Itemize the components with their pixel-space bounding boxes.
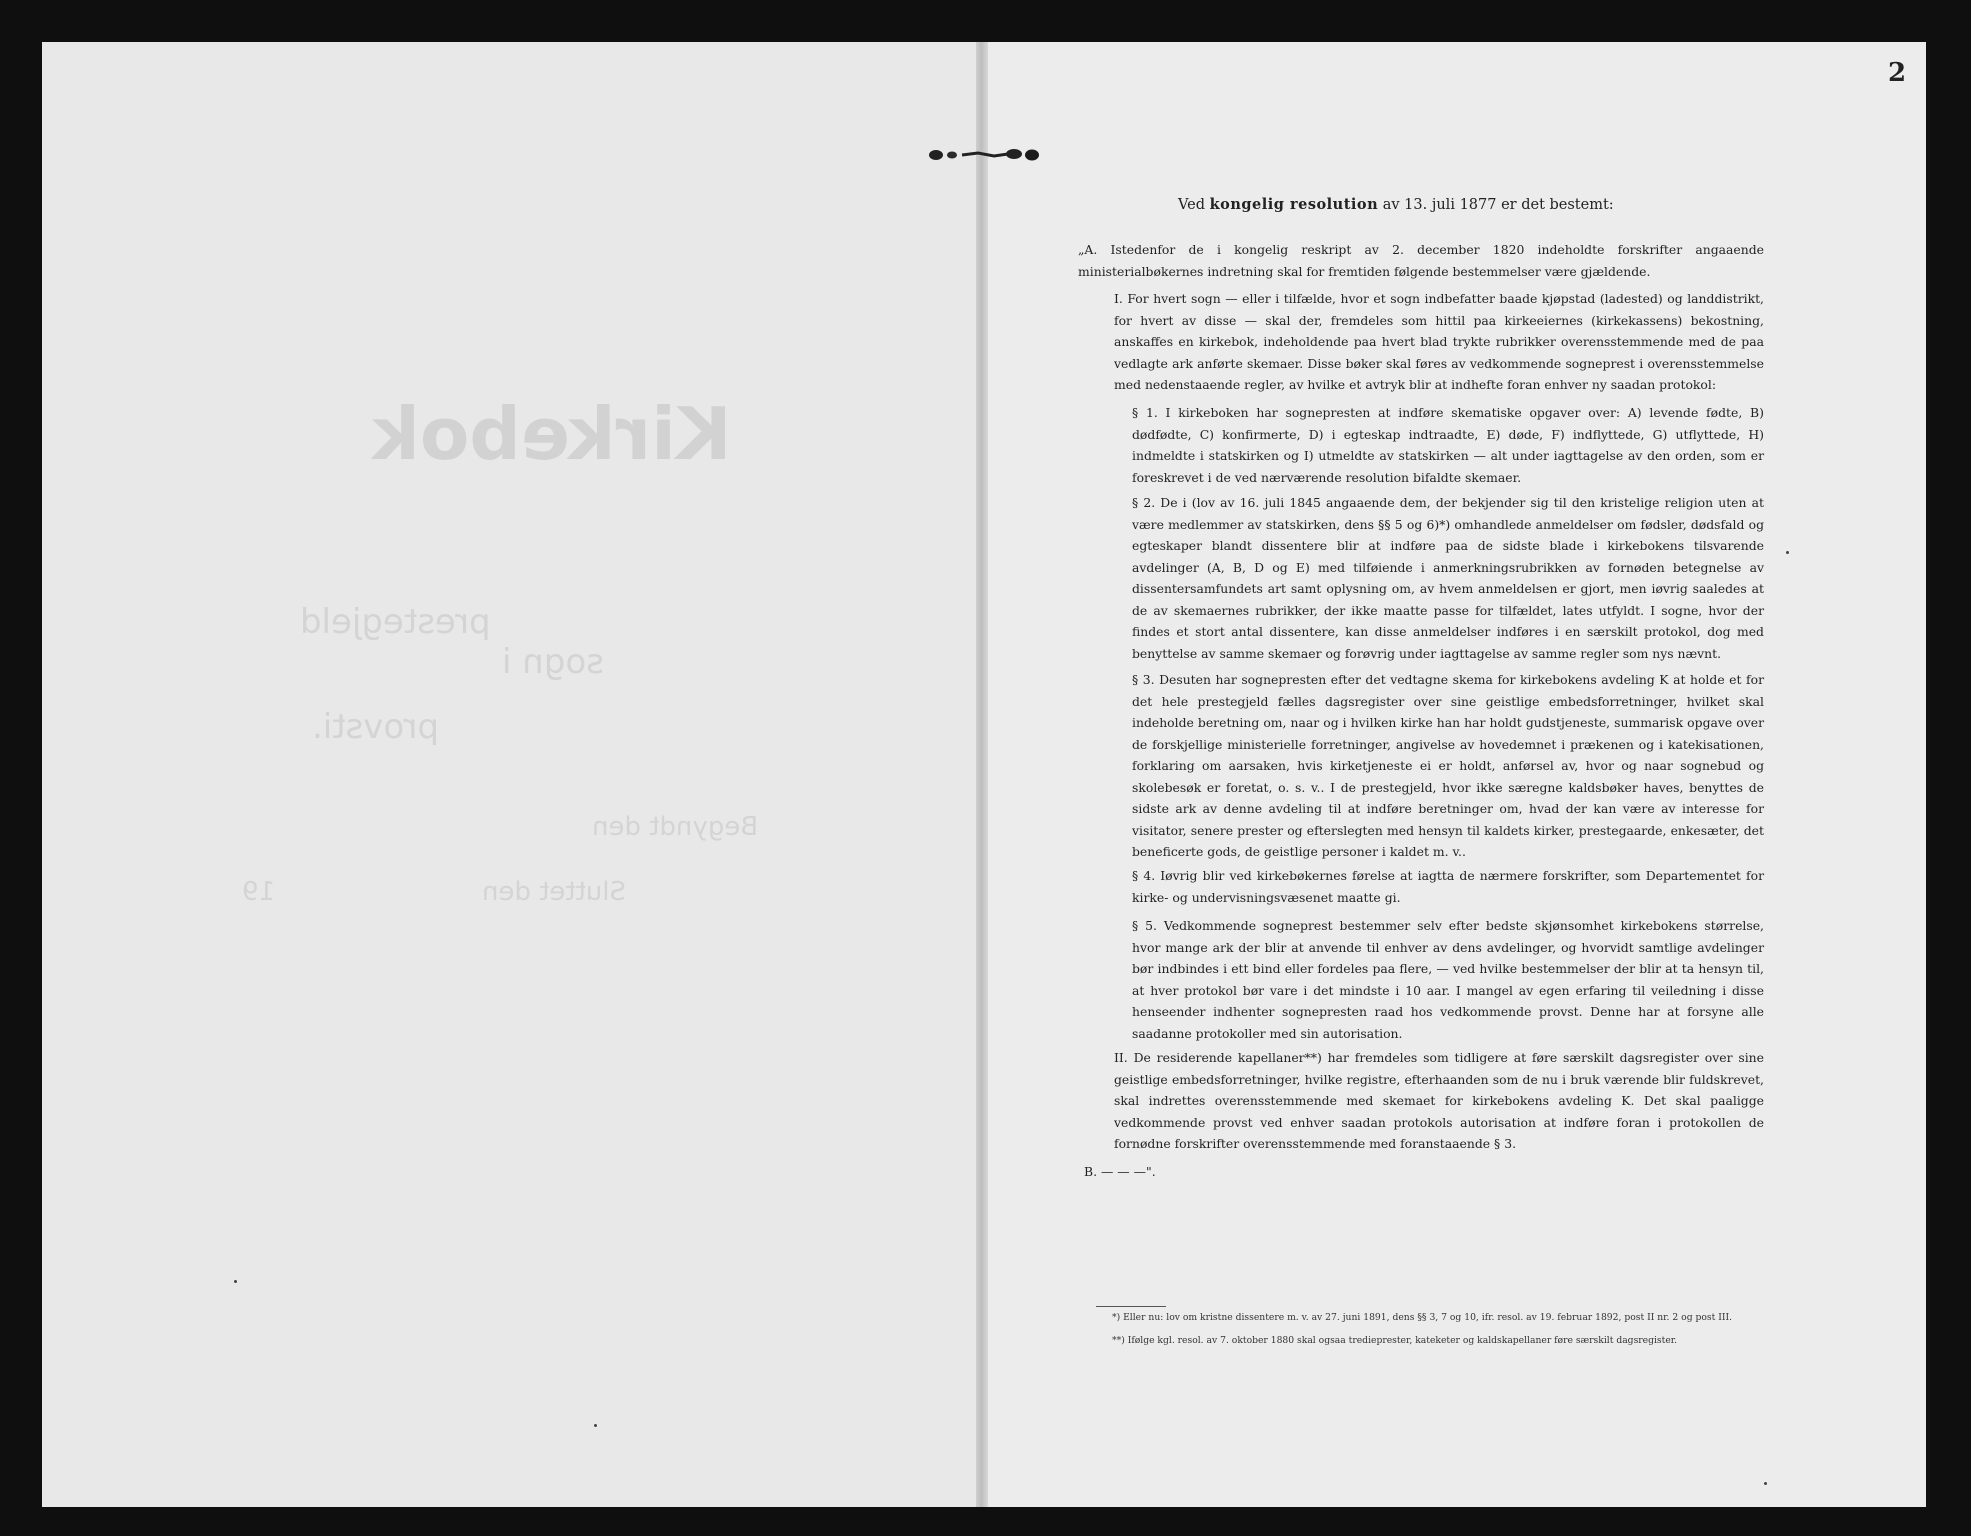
ghost-sogn: sogn i <box>502 642 604 682</box>
section-a: „A. Istedenfor de i kongelig reskript av 2. december 1820 indeholdte forskrifter angaaende ministerialbøkernes indretning skal for fremtiden følgende bestemmelser være gjældende. <box>1078 242 1764 279</box>
section-b: B. — — —". <box>1084 1164 1156 1179</box>
footnote-2: **) Ifølge kgl. resol. av 7. oktober 1880 skal ogsaa tredieprester, kateketer og kaldskapellaner føre særskilt dagsregister. <box>1112 1335 1678 1346</box>
ghost-provsti: provsti. <box>312 707 440 747</box>
binding-stamp-mark <box>928 148 1040 162</box>
page-number: 2 <box>1888 58 1907 88</box>
ghost-prestegjeld: prestegjeld <box>300 602 491 642</box>
paragraph-5: § 5. Vedkommende sogneprest bestemmer selv efter bedste skjønsomhet kirkebokens størrelse, hvor mange ark der blir at anvende til enhver av dens avdelinger, og hvorvidt samtlige avdelinger bør indbindes i ett bind eller fordeles paa flere, — ved hvilke bestemmelser der blir at ta hensyn til, at hver protokol bør vare i det mindste i 10 aar. I mangel av egen erfaring til veiledning i disse henseender indhenter sognepresten raad hos vedkommende provst. Denne har at forsyne alle saadanne protokoller med sin autorisation. <box>1132 918 1764 1041</box>
ghost-title: Kirkebok <box>372 392 732 476</box>
page-title <box>1178 196 1614 213</box>
paragraph-1: § 1. I kirkeboken har sognepresten at indføre skematiske opgaver over: A) levende fødte, B) dødfødte, C) konfirmerte, D) i egteskap indtraadte, E) døde, F) indflyttede, G) utflyttede, H) indmeldte i statskirken og I) utmeldte av statskirken — alt under iagttagelse av den orden, som er foreskrevet i de ved nærværende resolution bifaldte skemaer. <box>1132 405 1764 485</box>
left-page <box>42 42 976 1507</box>
title-bold: kongelig resolution <box>1209 196 1379 213</box>
speck <box>1764 1482 1767 1485</box>
book-gutter <box>976 42 988 1507</box>
footnote-1: *) Eller nu: lov om kristne dissentere m. v. av 27. juni 1891, dens §§ 3, 7 og 10, ifr. resol. av 19. februar 1892, post II nr. 2 og post III. <box>1112 1312 1733 1323</box>
speck <box>594 1424 597 1427</box>
ghost-sluttet: Sluttet den <box>482 877 627 907</box>
paragraph-4: § 4. Iøvrig blir ved kirkebøkernes førelse at iagtta de nærmere forskrifter, som Departementet for kirke- og undervisningsvæsenet maatte gi. <box>1132 868 1764 905</box>
ghost-year: 19 <box>242 877 276 907</box>
item-2: II. De residerende kapellaner**) har fremdeles som tidligere at føre særskilt dagsregister over sine geistlige embedsforretninger, hvilke registre, efterhaanden som de nu i bruk værende blir fuldskrevet, skal indrettes overensstemmende med skemaet for kirkebokens avdeling K. Det skal paaligge vedkommende provst ved enhver saadan protokols autorisation at indføre foran i protokollen de fornødne forskrifter overensstemmende med foranstaaende § 3. <box>1114 1050 1764 1151</box>
ghost-begyndt: Begyndt den <box>592 812 759 842</box>
paragraph-2: § 2. De i (lov av 16. juli 1845 angaaende dem, der bekjender sig til den kristelige religion uten at være medlemmer av statskirken, dens §§ 5 og 6)*) omhandlede anmeldelser om fødsler, dødsfald og egteskaper blandt dissentere blir at indføre paa de sidste blade i kirkebokens tilsvarende avdelinger (A, B, D og E) med tilføiende i anmerkningsrubrikken av fornøden betegnelse av dissentersamfundets art samt oplysning om, av hvem anmeldelsen er gjort, men iøvrig saaledes at de av skemaernes rubrikker, der ikke maatte passe for tilfældet, lates utfyldt. I sogne, hvor der findes et stort antal dissentere, kan disse anmeldelser indføres i en særskilt protokol, dog med benyttelse av samme skemaer og forøvrig under iagttagelse av samme regler som nys nævnt. <box>1132 495 1764 661</box>
title-suffix: av 13. juli 1877 er det bestemt: <box>1382 197 1614 213</box>
speck <box>1786 551 1789 554</box>
speck <box>234 1280 237 1283</box>
item-1: I. For hvert sogn — eller i tilfælde, hvor et sogn indbefatter baade kjøpstad (ladested) og landdistrikt, for hvert av disse — skal der, fremdeles som hittil paa kirkeeiernes (kirkekassens) bekostning, anskaffes en kirkebok, indeholdende paa hvert blad trykte rubrikker overensstemmende med de paa vedlagte ark anførte skemaer. Disse bøker skal føres av vedkommende sogneprest i overensstemmelse med nedenstaaende regler, av hvilke et avtryk blir at indhefte foran enhver ny saadan protokol: <box>1114 291 1764 392</box>
footnote-rule <box>1096 1306 1166 1307</box>
title-prefix: Ved <box>1178 197 1206 213</box>
paragraph-3: § 3. Desuten har sognepresten efter det vedtagne skema for kirkebokens avdeling K at holde et for det hele prestegjeld fælles dagsregister over sine geistlige embedsforretninger, hvilket skal indeholde beretning om, naar og i hvilken kirke han har holdt gudstjeneste, summarisk opgave over de forskjellige ministerielle forretninger, angivelse av hovedemnet i prækenen og i katekisationen, forklaring om aarsaken, hvis kirketjeneste ei er holdt, anførsel av, hvor og naar sognebud og skolebesøk er foretat, o. s. v.. I de prestegjeld, hvor ikke særegne kaldsbøker haves, benyttes de sidste ark av denne avdeling til at indføre beretninger om, hvad der kan være av interesse for visitator, senere prester og efterslegten med hensyn til kaldets kirker, prestegaarde, enkesæter, det beneficerte gods, de geistlige personer i kaldet m. v.. <box>1132 672 1764 859</box>
